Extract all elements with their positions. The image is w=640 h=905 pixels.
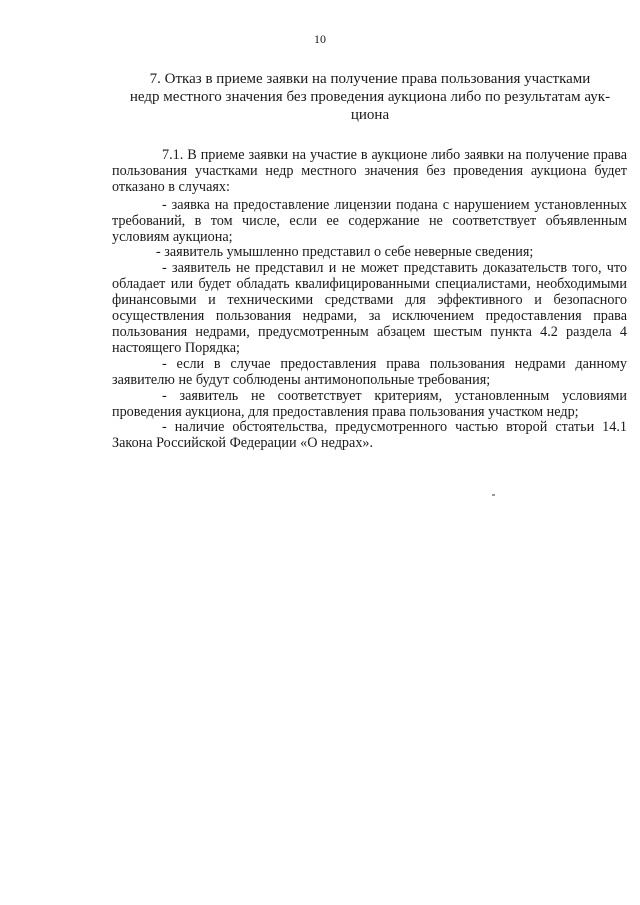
scan-speck [492, 494, 495, 496]
clause-item-5: - заявитель не соответствует критериям, установленным условиями проведения аукциона, для предоставления права пользования участком недр; [112, 387, 627, 420]
clause-item-3: - заявитель не представил и не может представить доказательств того, что обладает или будет обладать квалифицированными специалистами, необходимыми финансовыми и техническими средствами для эффективного и безопасного осуществления пользования недрами, за исключением предоставления права пользования недрами, предусмотренным абзацем шестым пункта 4.2 раздела 4 настоящего Порядка; [112, 260, 627, 356]
clause-intro: 7.1. В приеме заявки на участие в аукционе либо заявки на получение права пользования участками недр местного значения без проведения аукциона будет отказано в случаях: [112, 147, 627, 195]
section-heading-line-3: циона [350, 107, 390, 123]
clause-7-1 [112, 148, 627, 452]
clause-item-6: - наличие обстоятельства, предусмотренного частью второй статьи 14.1 Закона Российской Федерации «О недрах». [112, 419, 627, 452]
section-heading [120, 70, 620, 124]
clause-item-1: - заявка на предоставление лицензии подана с нарушением установленных требований, в том числе, если ее содержание не соответствует объявленным условиям аукциона; [112, 196, 627, 245]
clause-item-4: - если в случае предоставления права пользования недрами данному заявителю не будут соблюдены антимонопольные требования; [112, 355, 627, 388]
section-heading-line-2: недр местного значения без проведения аукциона либо по результатам аук- [129, 89, 611, 105]
clause-item-2: - заявитель умышленно представил о себе неверные сведения; [156, 244, 534, 261]
section-heading-line-1: 7. Отказ в приеме заявки на получение права пользования участками [149, 71, 591, 87]
page-number: 10 [314, 32, 326, 46]
